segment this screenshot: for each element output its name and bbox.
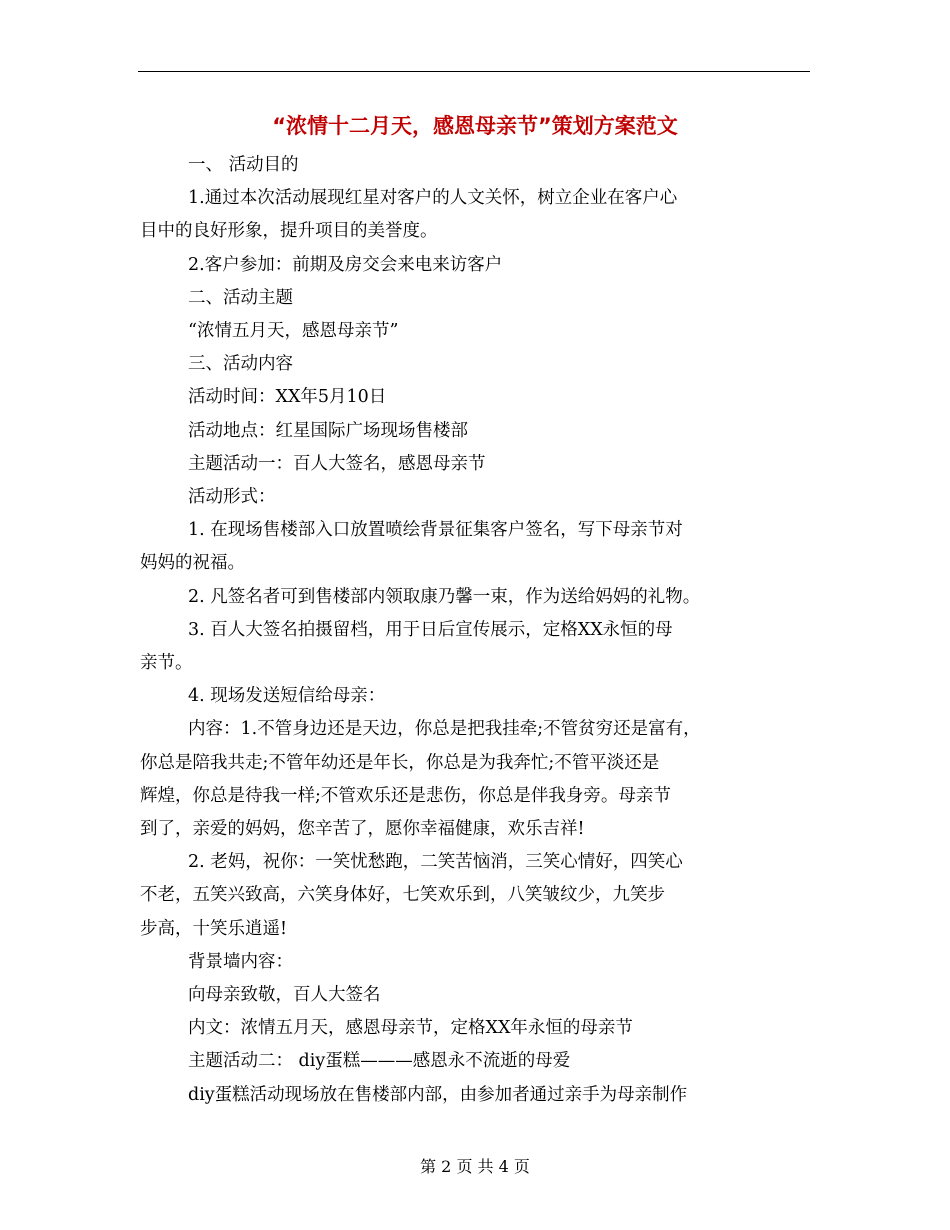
body-line: 1.通过本次活动展现红星对客户的人文关怀，树立企业在客户心: [188, 188, 678, 209]
body-line: 内文：浓情五月天，感恩母亲节，定格XX年永恒的母亲节: [188, 1018, 633, 1039]
body-line: diy蛋糕活动现场放在售楼部内部，由参加者通过亲手为母亲制作: [188, 1084, 688, 1105]
section-heading-theme: 二、活动主题: [188, 287, 293, 308]
body-line: 2.客户参加：前期及房交会来电来访客户: [188, 254, 503, 275]
body-line: 主题活动二： diy蛋糕———感恩永不流逝的母爱: [188, 1051, 571, 1072]
section-heading-purpose: 一、 活动目的: [188, 155, 299, 175]
body-line: 向母亲致敬，百人大签名: [188, 985, 381, 1006]
body-line: 目中的良好形象，提升项目的美誉度。: [140, 221, 438, 242]
page-number-footer: 第 2 页 共 4 页: [420, 1157, 530, 1176]
body-line: 活动形式：: [188, 487, 276, 508]
body-line: 活动地点：红星国际广场现场售楼部: [188, 420, 468, 441]
body-line: 主题活动一：百人大签名，感恩母亲节: [188, 453, 486, 474]
body-line: 步高，十笑乐逍遥!: [140, 918, 288, 939]
body-line: 你总是陪我共走;不管年幼还是年长，你总是为我奔忙;不管平淡还是: [140, 752, 660, 773]
body-line: 内容：1.不管身边还是天边，你总是把我挂牵;不管贫穷还是富有，: [188, 719, 701, 740]
body-line: 2. 凡签名者可到售楼部内领取康乃馨一束，作为送给妈妈的礼物。: [188, 586, 701, 607]
section-heading-content: 三、活动内容: [188, 354, 293, 375]
body-line: 2. 老妈，祝你：一笑忧愁跑，二笑苦恼消，三笑心情好，四笑心: [188, 852, 683, 873]
body-line: 辉煌，你总是待我一样;不管欢乐还是悲伤，你总是伴我身旁。母亲节: [140, 785, 671, 806]
body-line: 4. 现场发送短信给母亲：: [188, 686, 386, 707]
document-title: “浓情十二月天，感恩母亲节”策划方案范文: [272, 114, 678, 138]
body-line: “浓情五月天，感恩母亲节”: [188, 321, 399, 342]
body-line: 3. 百人大签名拍摄留档，用于日后宣传展示，定格XX永恒的母: [188, 619, 673, 640]
body-line: 妈妈的祝福。: [140, 553, 245, 574]
body-line: 活动时间：XX年5月10日: [188, 387, 387, 408]
body-line: 亲节。: [140, 653, 193, 674]
body-line: 到了，亲爱的妈妈，您辛苦了，愿你幸福健康，欢乐吉祥!: [140, 819, 585, 840]
body-line: 1. 在现场售楼部入口放置喷绘背景征集客户签名，写下母亲节对: [188, 520, 683, 541]
header-rule: [138, 71, 810, 72]
body-line: 背景墙内容：: [188, 951, 293, 972]
body-line: 不老，五笑兴致高，六笑身体好，七笑欢乐到，八笑皱纹少，九笑步: [140, 885, 665, 906]
document-body: [140, 149, 812, 1112]
